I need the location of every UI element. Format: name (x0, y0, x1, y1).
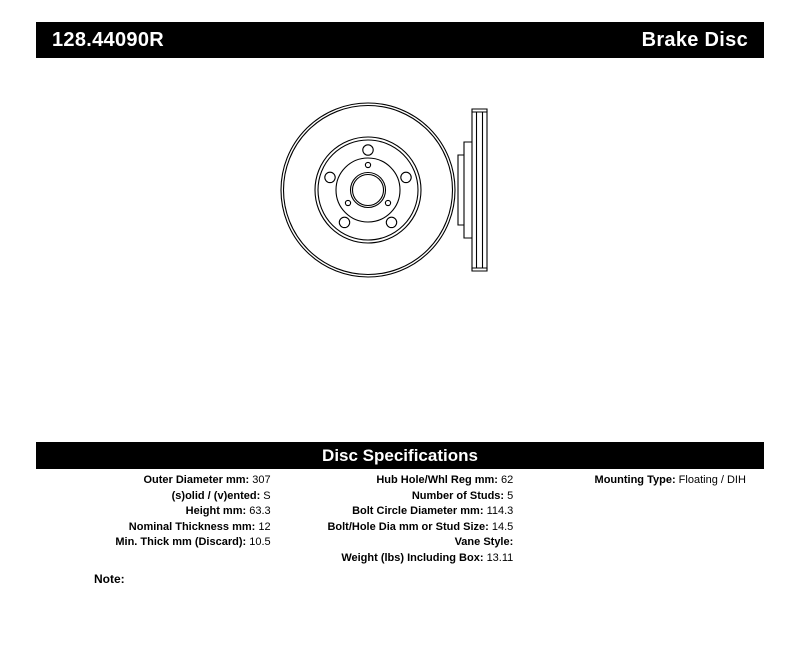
spec-label: Hub Hole/Whl Reg mm: (376, 474, 498, 486)
spec-value: S (263, 489, 271, 502)
spec-row (521, 473, 746, 489)
spec-label: Outer Diameter mm: (143, 474, 250, 486)
spec-row (279, 551, 514, 567)
spec-row (36, 489, 271, 505)
product-title: Brake Disc (641, 28, 748, 51)
part-number: 128.44090R (52, 28, 164, 51)
stud-holes (325, 145, 411, 228)
spec-row (36, 535, 271, 551)
spec-value: 13.11 (486, 551, 514, 564)
spec-label: Nominal Thickness mm: (128, 520, 256, 533)
spec-label: Height mm: (185, 505, 247, 517)
side-section-view (458, 109, 487, 271)
spec-row (36, 504, 271, 520)
spec-columns (36, 473, 764, 566)
spec-row (279, 489, 514, 505)
spec-section-title: Disc Specifications (36, 442, 764, 469)
spec-label: Weight (lbs) Including Box: (341, 551, 484, 564)
spec-row (36, 473, 271, 489)
spec-label: Min. Thick mm (Discard): (115, 536, 247, 548)
spec-value: 63.3 (249, 505, 271, 517)
brake-disc-illustration (280, 95, 540, 285)
spec-label: (s)olid / (v)ented: (171, 489, 261, 502)
spec-value: 14.5 (491, 520, 514, 533)
header-bar (36, 22, 764, 58)
spec-row (279, 473, 514, 489)
alignment-holes (345, 162, 390, 205)
spec-row (279, 520, 514, 536)
spec-row (36, 520, 271, 536)
spec-label: Mounting Type: (594, 474, 676, 486)
spec-row (279, 504, 514, 520)
spec-value: 5 (507, 489, 514, 502)
spec-label: Number of Studs: (411, 489, 505, 502)
spec-column-right (521, 473, 764, 566)
spec-label: Vane Style: (454, 536, 514, 548)
spec-value: 10.5 (249, 536, 271, 548)
spec-row (279, 535, 514, 551)
spec-value: 307 (252, 474, 271, 486)
spec-column-middle (279, 473, 522, 566)
note-label: Note: (94, 572, 125, 586)
spec-value: 114.3 (486, 505, 514, 517)
spec-column-left (36, 473, 279, 566)
spec-value: 12 (258, 520, 271, 533)
brake-disc-drawing (280, 95, 540, 285)
spec-value: Floating / DIH (678, 474, 746, 486)
spec-label: Bolt/Hole Dia mm or Stud Size: (327, 520, 489, 533)
spec-value: 62 (501, 474, 514, 486)
spec-label: Bolt Circle Diameter mm: (352, 505, 484, 517)
